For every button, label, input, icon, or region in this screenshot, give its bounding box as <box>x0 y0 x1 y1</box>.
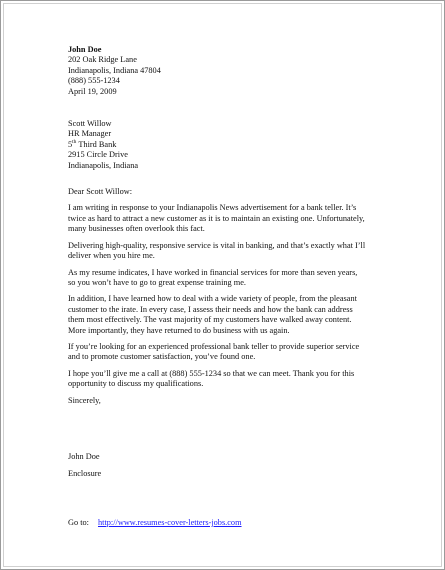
paragraph-line: customer to the irate. In every case, I assess their needs and how the bank can address <box>68 304 353 314</box>
signature-name: John Doe <box>68 451 100 461</box>
paragraph-1 <box>68 203 423 234</box>
paragraph-line: deliver when you hire me. <box>68 251 155 261</box>
sender-name: John Doe <box>68 45 102 54</box>
paragraph-line: twice as hard to attract a new customer as it is to maintain an existing one. Unfortunately, <box>68 213 365 223</box>
recipient-title: HR Manager <box>68 129 112 139</box>
paragraph-line: I hope you’ll give me a call at (888) 555-1234 so that we can meet. Thank you for this <box>68 368 355 378</box>
enclosure-text: Enclosure <box>68 469 102 479</box>
cover-letter-page <box>68 45 423 528</box>
recipient-city: Indianapolis, Indiana <box>68 160 139 170</box>
company-ordinal-suffix: th <box>72 139 77 146</box>
paragraph-3 <box>68 268 423 289</box>
recipient-address-block <box>68 119 423 171</box>
paragraph-line: As my resume indicates, I have worked in financial services for more than seven years, <box>68 267 358 277</box>
paragraph-line: opportunity to discuss my qualifications. <box>68 379 204 389</box>
enclosure-note <box>68 469 423 479</box>
paragraph-line: and to promote customer satisfaction, you’ve found one. <box>68 352 256 362</box>
paragraph-line: Delivering high-quality, responsive service is vital in banking, and that’s exactly what I’ll <box>68 240 366 250</box>
sender-address-block <box>68 45 423 97</box>
company-number: 5 <box>68 139 73 149</box>
sender-street: 202 Oak Ridge Lane <box>68 55 137 65</box>
recipient-name: Scott Willow <box>68 119 112 129</box>
closing <box>68 396 423 406</box>
paragraph-line: If you’re looking for an experienced professional bank teller to provide superior service <box>68 341 360 351</box>
footer-link-row <box>68 518 423 528</box>
paragraph-line: many businesses often overlook this fact. <box>68 224 205 234</box>
sender-city: Indianapolis, Indiana 47804 <box>68 65 161 75</box>
paragraph-5 <box>68 342 423 363</box>
paragraph-6 <box>68 369 423 390</box>
paragraph-line: them most effectively. The vast majority of my customers have walked away content. <box>68 315 352 325</box>
paragraph-line: so you won’t have to go to great expense training me. <box>68 277 246 287</box>
letter-body <box>68 203 423 389</box>
signature-block <box>68 452 423 462</box>
letter-date: April 19, 2009 <box>68 86 117 96</box>
closing-text: Sincerely, <box>68 395 101 405</box>
paragraph-line: More importantly, they have returned to do business with us again. <box>68 325 290 335</box>
recipient-street: 2915 Circle Drive <box>68 150 128 160</box>
paragraph-4 <box>68 294 423 336</box>
goto-label: Go to: <box>68 517 89 527</box>
recipient-company <box>68 140 423 150</box>
salutation <box>68 187 423 197</box>
company-name-rest: Third Bank <box>76 139 117 149</box>
salutation-text: Dear Scott Willow: <box>68 187 133 197</box>
paragraph-line: I am writing in response to your Indianapolis News advertisement for a bank teller. It’s <box>68 203 357 213</box>
paragraph-line: In addition, I have learned how to deal with a wide variety of people, from the pleasant <box>68 294 357 304</box>
website-link[interactable]: http://www.resumes-cover-letters-jobs.com <box>98 517 242 527</box>
paragraph-2 <box>68 241 423 262</box>
sender-phone: (888) 555-1234 <box>68 76 120 86</box>
